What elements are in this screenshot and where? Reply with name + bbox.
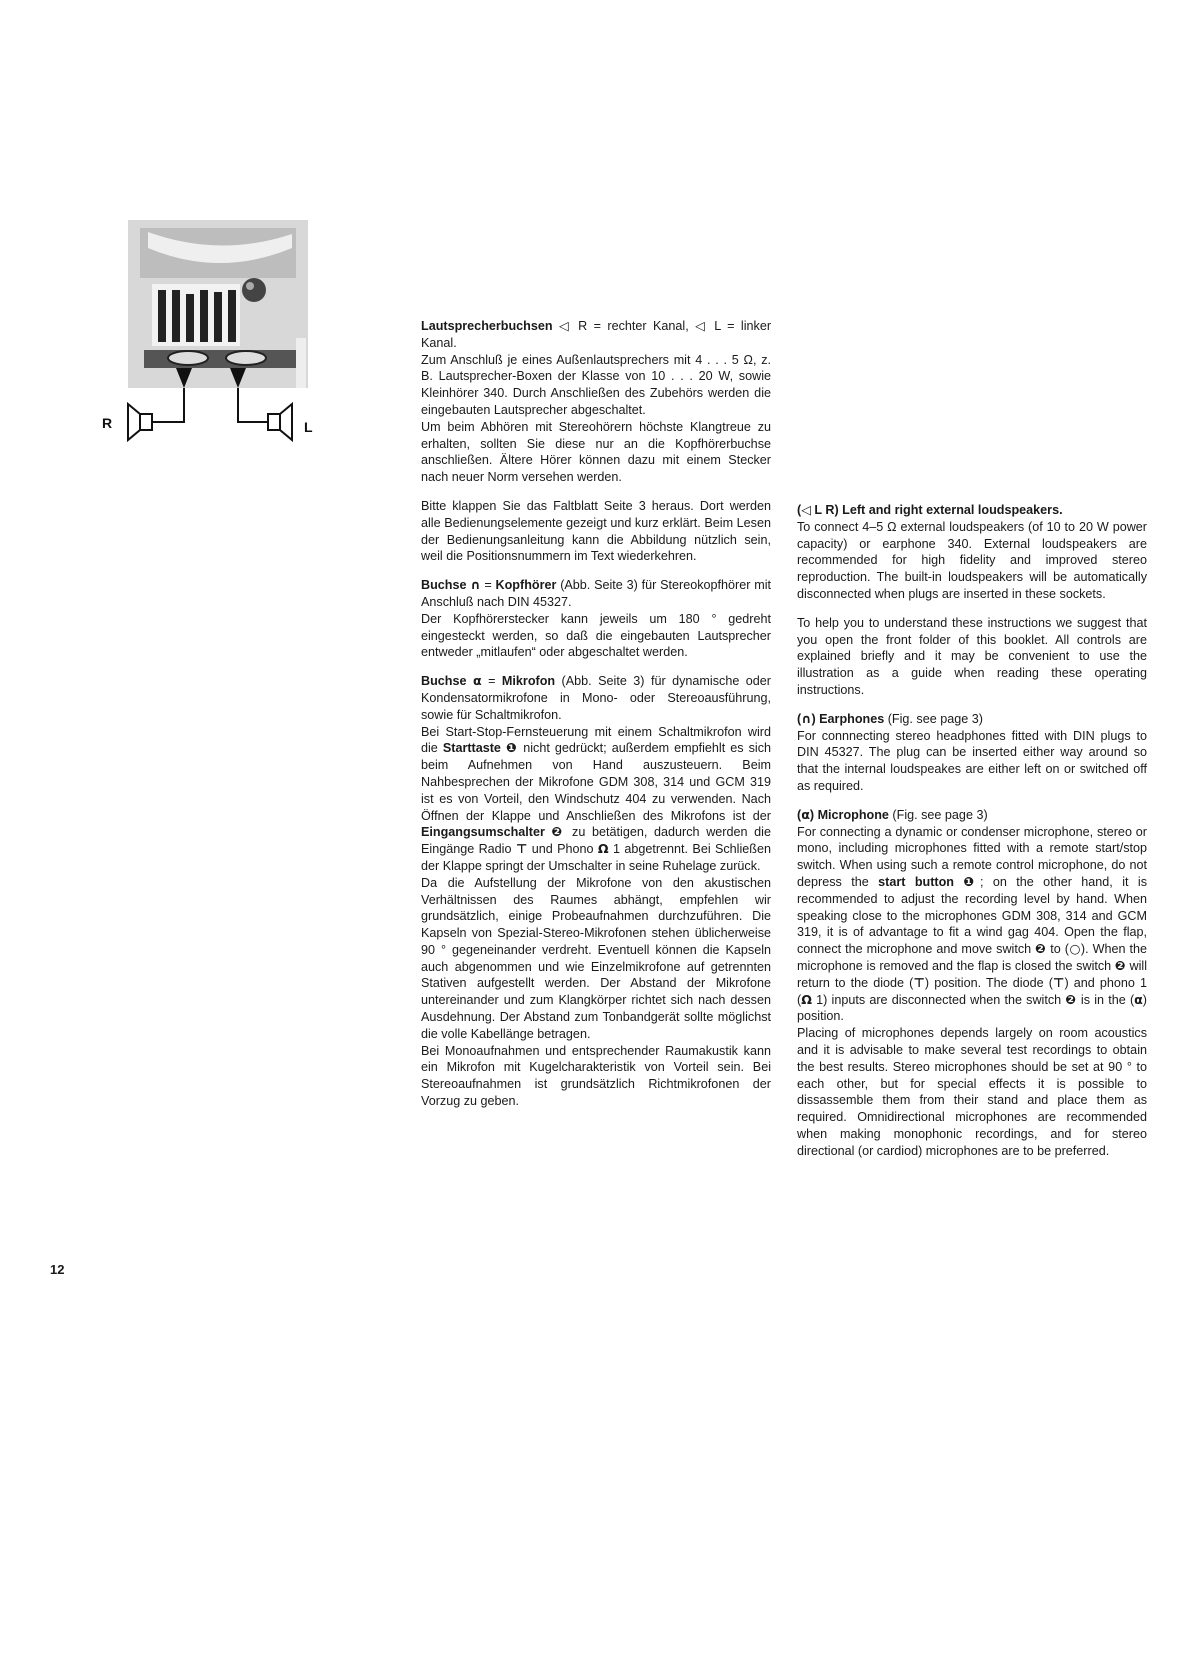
radio-diode-icon: ⊤ (515, 841, 528, 857)
vent-slot (200, 290, 208, 342)
label-r: R (102, 415, 113, 431)
section-title: Mikrofon (501, 674, 556, 689)
position-number-icon: ❶ (963, 873, 980, 889)
device-knob (242, 278, 266, 302)
speaker-socket-left (226, 351, 266, 365)
paragraph: Da die Aufstellung der Mikrofone von den akustischen Verhältnissen des Raumes abhängt, empfehlen wir grundsätzlich, einige Probeaufnahmen durchzuführen. Die Kapseln von Spezial-Stereo-Mikrofonen stehen üblicherweise 90 ° gegeneinander verdreht. Eventuell können die Kapseln auch abgenommen und wie Einzelmikrofone auf getrennten Stativen aufgestellt werden. Der Abstand der Mikrofone untereinander und zum Klangkörper richtet sich nach dessen Ausdehnung. Der Abstand zum Tonbandgerät sollte möglichst die volle Kabellänge betragen. (421, 875, 771, 1041)
english-column (797, 502, 1147, 1159)
loudspeaker-icon: ◁ (559, 318, 572, 333)
section-title: Lautsprecherbuchsen (421, 319, 553, 333)
position-number-icon: ❷ (1035, 941, 1047, 957)
paragraph: Bei Monoaufnahmen und entsprechender Raumakustik kann ein Mikrofon mit Kugelcharakteristik von Vorteil sein. Bei Stereoaufnahmen ist grundsätzlich Richtmikrofonen der Vorzug zu geben. (421, 1043, 771, 1109)
label-l: L (304, 419, 313, 435)
vent-slot (214, 292, 222, 342)
position-number-icon: ❷ (1114, 957, 1126, 973)
speaker-socket-right (168, 351, 208, 365)
vent-slot (228, 290, 236, 342)
loudspeaker-icon (128, 404, 152, 440)
microphone-off-icon: ○ (1068, 941, 1081, 957)
loudspeaker-icon: ◁ (695, 318, 708, 333)
paragraph: To connect 4–5 Ω external loudspeakers (of 10 to 20 W power capacity) or earphone 340. External loudspeakers are recommended for high fidelity and improved stereo reproduction. The built-in loudspeakers will be automatically disconnected when plugs are inserted in these sockets. (797, 519, 1147, 601)
loudspeaker-icon: ◁ (801, 502, 811, 517)
section-title: (◁ L R) Left and right external loudspeakers. (797, 502, 1063, 517)
speaker-connection-illustration (100, 218, 340, 478)
headphone-icon: ∩ (801, 710, 812, 726)
loudspeaker-icon (268, 404, 292, 440)
phono-icon: Ω (597, 841, 609, 857)
position-number-icon: ❷ (551, 824, 566, 840)
phono-icon: Ω (801, 991, 812, 1007)
paragraph: Bei Start-Stop-Fernsteuerung mit einem Schaltmikrofon wird die Starttaste ❶ nicht gedrückt; außerdem empfiehlt es sich beim Aufnehmen von Hand auszusteuern. Beim Nahbesprechen der Mikrofone GDM 308, 314 und GCM 319 ist es von Vorteil, den Windschutz 404 zu verwenden. Nach Öffnen der Klappe und Anschließen des Mikrofons ist der Eingangsumschalter ❷ zu betätigen, dadurch werden die Eingänge Radio ⊤ und Phono Ω 1 abgetrennt. Bei Schließen der Klappe springt der Umschalter in seine Ruhelage zurück. (421, 724, 771, 873)
microphone-icon: α (1134, 991, 1143, 1007)
radio-diode-icon: ⊤ (1052, 974, 1065, 990)
page-number: 12 (50, 1262, 65, 1277)
vent-slot (158, 290, 166, 342)
german-loudspeaker-section: Lautsprecherbuchsen ◁ R = rechter Kanal, ◁ L = linker Kanal. (421, 318, 772, 350)
paragraph: For connnecting stereo headphones fitted with DIN plugs to DIN 45327. The plug can be inserted either way around so that the internal loudspeakes are either left on or switched off as required. (797, 728, 1147, 793)
paragraph: Um beim Abhören mit Stereohörern höchste Klangtreue zu erhalten, sollten Sie diese nur an die Kopfhörerbuchse anschließen. Ältere Hörer können dazu mit einem Stecker nach neuer Norm versehen werden. (421, 419, 771, 485)
german-column (421, 318, 771, 1110)
english-loudspeaker-section (797, 502, 1147, 519)
position-number-icon: ❶ (505, 740, 519, 756)
section-title: Microphone (817, 807, 889, 822)
microphone-icon: α (472, 673, 482, 689)
english-earphones-section: (∩) Earphones (Fig. see page 3) (797, 710, 983, 726)
paragraph: Placing of microphones depends largely on room acoustics and it is advisable to make several test recordings to obtain the best results. Stereo microphones should be set at 90 ° to each other, but for special effects it is possible to dissassemble them from their stand and place them as required. Omnidirectional microphones are recommended when making monophonic recordings, and for stereo directional (or cardiod) microphones are to be preferred. (797, 1026, 1147, 1158)
paragraph: Zum Anschluß je eines Außenlautsprechers mit 4 . . . 5 Ω, z. B. Lautsprecher-Boxen der Klasse von 10 . . . 20 W, sowie Kleinhörer 340. Durch Anschließen des Zubehörs werden die eingebauten Lautsprecher abgeschaltet. (421, 352, 771, 417)
english-microphone-section: (α) Microphone (Fig. see page 3) (797, 806, 988, 822)
paragraph: To help you to understand these instructions we suggest that you open the front folder of this booklet. All controls are explained briefly and it may be convenient to use the illustration as a guide when reading these operating instructions. (797, 615, 1147, 697)
wire-right (152, 388, 184, 422)
vent-slot (172, 290, 180, 342)
paragraph: Bitte klappen Sie das Faltblatt Seite 3 heraus. Dort werden alle Bedienungselemente gezeigt und kurz erklärt. Beim Lesen der Bedienungsanleitung kann die Abbildung nützlich sein, weil die Positionsnummern im Text wiederkehren. (421, 498, 771, 564)
vent-slot (186, 294, 194, 342)
microphone-icon: α (801, 806, 810, 822)
section-title: Earphones (819, 711, 885, 726)
paragraph: For connecting a dynamic or condenser microphone, stereo or mono, including microphones fitted with a remote start/stop switch. When using such a remote control microphone, do not depress the start button ❶; on the other hand, it is recommended to adjust the recording level by hand. When speaking close to the microphones GDM 308, 314 and GCM 319, it is of advantage to fit a wind gag 404. Open the flap, connect the microphone and move switch ❷ to (○). When the microphone is removed and the flap is closed the switch ❷ will return to the diode (⊤) position. The diode (⊤) and phono 1 (Ω 1) inputs are disconnected when the switch ❷ is in the (α) position. (797, 824, 1148, 1024)
position-number-icon: ❷ (1065, 991, 1077, 1007)
section-title: Kopfhörer (495, 578, 557, 593)
radio-diode-icon: ⊤ (913, 974, 925, 990)
wire-left (238, 388, 268, 422)
paragraph: Der Kopfhörerstecker kann jeweils um 180 ° gedreht eingesteckt werden, so daß die eingebauten Lautsprecher entweder „mitlaufen“ oder abgeschaltet werden. (421, 611, 771, 660)
headphone-icon: ∩ (470, 577, 481, 593)
german-microphone-section: Buchse α = Mikrofon (Abb. Seite 3) für dynamische oder Kondensatormikrofone in Mono- oder Stereoausführung, sowie für Schaltmikrofon. (421, 673, 771, 722)
german-headphone-section: Buchse ∩ = Kopfhörer (Abb. Seite 3) für Stereokopfhörer mit Anschluß nach DIN 45327. (421, 577, 772, 609)
